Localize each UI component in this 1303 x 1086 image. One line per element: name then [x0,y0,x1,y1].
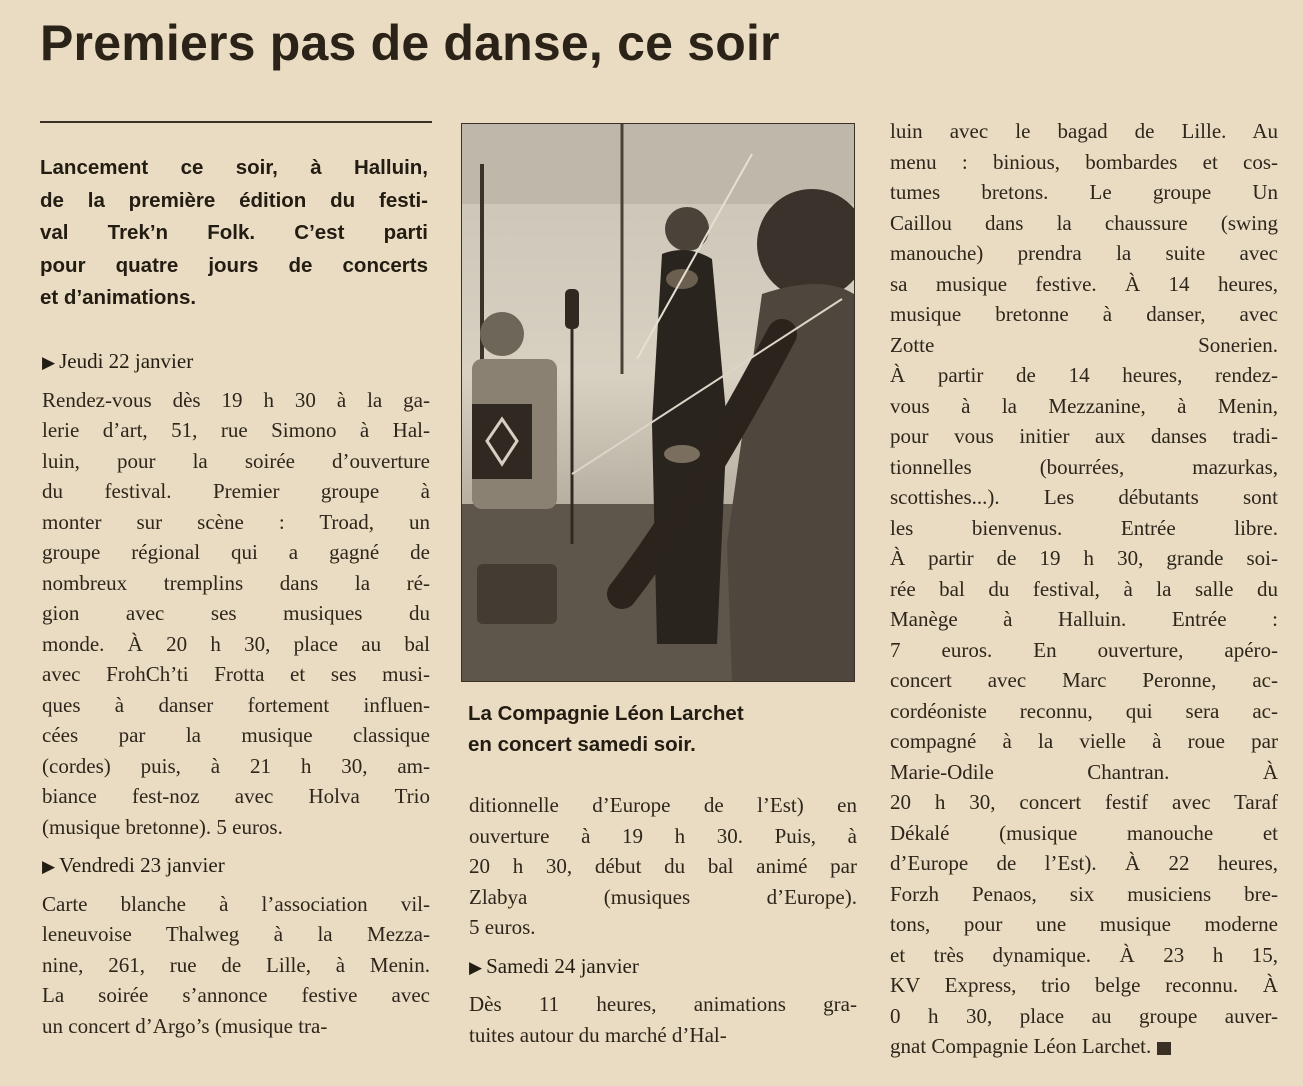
samedi-cont-line: manouche) prendra la suite avec [890,241,1278,265]
vendredi-line: La soirée s’annonce festive avec [42,983,430,1007]
jeudi-text [42,385,430,843]
jeudi-line: Rendez-vous dès 19 h 30 à la ga- [42,387,430,412]
vendredi-cont-line: 5 euros. [469,915,536,939]
column-3 [890,116,1278,1062]
vendredi-line: un concert d’Argo’s (musique tra- [42,1013,328,1038]
column-1 [42,346,430,1041]
samedi-cont-line: 7 euros. En ouverture, apéro- [890,637,1278,662]
lede-paragraph [40,152,428,315]
jeudi-line: monter sur scène : Troad, un [42,509,430,534]
samedi-cont-line: tumes bretons. Le groupe Un [890,180,1278,204]
samedi-cont-line: rée bal du festival, à la salle du [890,576,1278,601]
vendredi-cont-line: 20 h 30, début du bal animé par [469,854,857,878]
samedi-cont-line: pour vous initier aux danses tradi- [890,424,1278,448]
samedi-cont-line: cordéoniste reconnu, qui sera ac- [890,698,1278,723]
samedi-cont-line: sa musique festive. À 14 heures, [890,271,1278,296]
jeudi-line: (musique bretonne). 5 euros. [42,814,283,839]
lede-line: et d’animations. [40,286,197,309]
samedi-line: Dès 11 heures, animations gra- [469,992,857,1016]
section-heading-samedi: ▶ Samedi 24 janvier [469,953,639,978]
samedi-cont-line: musique bretonne à danser, avec [890,302,1278,326]
samedi-cont-line: Caillou dans la chaussure (swing [890,210,1278,235]
jeudi-line: gion avec ses musiques du [42,601,430,625]
samedi-cont-line: 20 h 30, concert festif avec Taraf [890,790,1278,814]
samedi-cont-line: 0 h 30, place au groupe auver- [890,1003,1278,1028]
samedi-text-continued [890,116,1278,1062]
vendredi-cont-line: ditionnelle d’Europe de l’Est) en [469,793,857,817]
jeudi-line: cées par la musique classique [42,723,430,747]
jeudi-line: lerie d’art, 51, rue Simono à Hal- [42,418,430,442]
samedi-cont-line: Marie-Odile Chantran. À [890,759,1278,784]
samedi-cont-line: d’Europe de l’Est). À 22 heures, [890,851,1278,875]
samedi-cont-line: À partir de 14 heures, rendez- [890,363,1278,387]
samedi-cont-line: KV Express, trio belge reconnu. À [890,973,1278,997]
headline-rule [40,121,432,123]
vendredi-line: Carte blanche à l’association vil- [42,891,430,916]
samedi-cont-line: concert avec Marc Peronne, ac- [890,668,1278,692]
vendredi-text-continued [469,790,857,943]
samedi-cont-line: menu : binious, bombardes et cos- [890,149,1278,174]
vendredi-cont-line: ouverture à 19 h 30. Puis, à [469,823,857,848]
samedi-cont-line: luin avec le bagad de Lille. Au [890,119,1278,143]
samedi-line: tuites autour du marché d’Hal- [469,1022,727,1047]
samedi-text [469,989,857,1050]
triangle-bullet-icon: ▶ [469,957,483,977]
samedi-cont-line: Zotte Sonerien. [890,332,1278,357]
section-heading-jeudi: ▶ Jeudi 22 janvier [42,349,194,373]
lede-line: pour quatre jours de concerts [40,253,428,277]
end-of-article-icon [1157,1042,1171,1055]
lede-line: val Trek’n Folk. C’est parti [40,221,428,244]
jeudi-line: avec FrohCh’ti Frotta et ses musi- [42,662,430,686]
samedi-cont-line: Manège à Halluin. Entrée : [890,607,1278,631]
photo-caption: La Compagnie Léon Larchet en concert samedi soir. [468,702,744,756]
triangle-bullet-icon: ▶ [42,353,56,372]
samedi-cont-line: compagné à la vielle à roue par [890,729,1278,753]
jeudi-line: du festival. Premier groupe à [42,479,430,503]
samedi-cont-line: vous à la Mezzanine, à Menin, [890,393,1278,418]
samedi-cont-line: gnat Compagnie Léon Larchet. [890,1031,1278,1062]
jeudi-line: monde. À 20 h 30, place au bal [42,631,430,656]
musicians-photo-illustration [462,124,854,681]
samedi-cont-line: Dékalé (musique manouche et [890,820,1278,845]
triangle-bullet-icon: ▶ [42,857,56,876]
jeudi-line: nombreux tremplins dans la ré- [42,570,430,595]
column-2 [469,790,857,1050]
vendredi-cont-line: Zlabya (musiques d’Europe). [469,884,857,909]
samedi-cont-line: tons, pour une musique moderne [890,912,1278,936]
jeudi-line: biance fest-noz avec Holva Trio [42,784,430,808]
section-heading-vendredi: ▶ Vendredi 23 janvier [42,853,225,877]
headline: Premiers pas de danse, ce soir [40,15,780,71]
samedi-cont-line: scottishes...). Les débutants sont [890,485,1278,509]
samedi-cont-line: Forzh Penaos, six musiciens bre- [890,881,1278,906]
lede-line: Lancement ce soir, à Halluin, [40,156,428,179]
concert-photo [461,123,855,682]
jeudi-line: (cordes) puis, à 21 h 30, am- [42,753,430,778]
vendredi-line: leneuvoise Thalweg à la Mezza- [42,922,430,946]
jeudi-line: ques à danser fortement influen- [42,692,430,717]
samedi-cont-line: les bienvenus. Entrée libre. [890,515,1278,540]
jeudi-line: groupe régional qui a gagné de [42,540,430,564]
vendredi-line: nine, 261, rue de Lille, à Menin. [42,952,430,977]
lede-line: de la première édition du festi- [40,188,428,212]
jeudi-line: luin, pour la soirée d’ouverture [42,448,430,473]
samedi-cont-line: et très dynamique. À 23 h 15, [890,942,1278,967]
samedi-cont-line: À partir de 19 h 30, grande soi- [890,546,1278,570]
vendredi-text [42,889,430,1042]
samedi-cont-line: tionnelles (bourrées, mazurkas, [890,454,1278,479]
